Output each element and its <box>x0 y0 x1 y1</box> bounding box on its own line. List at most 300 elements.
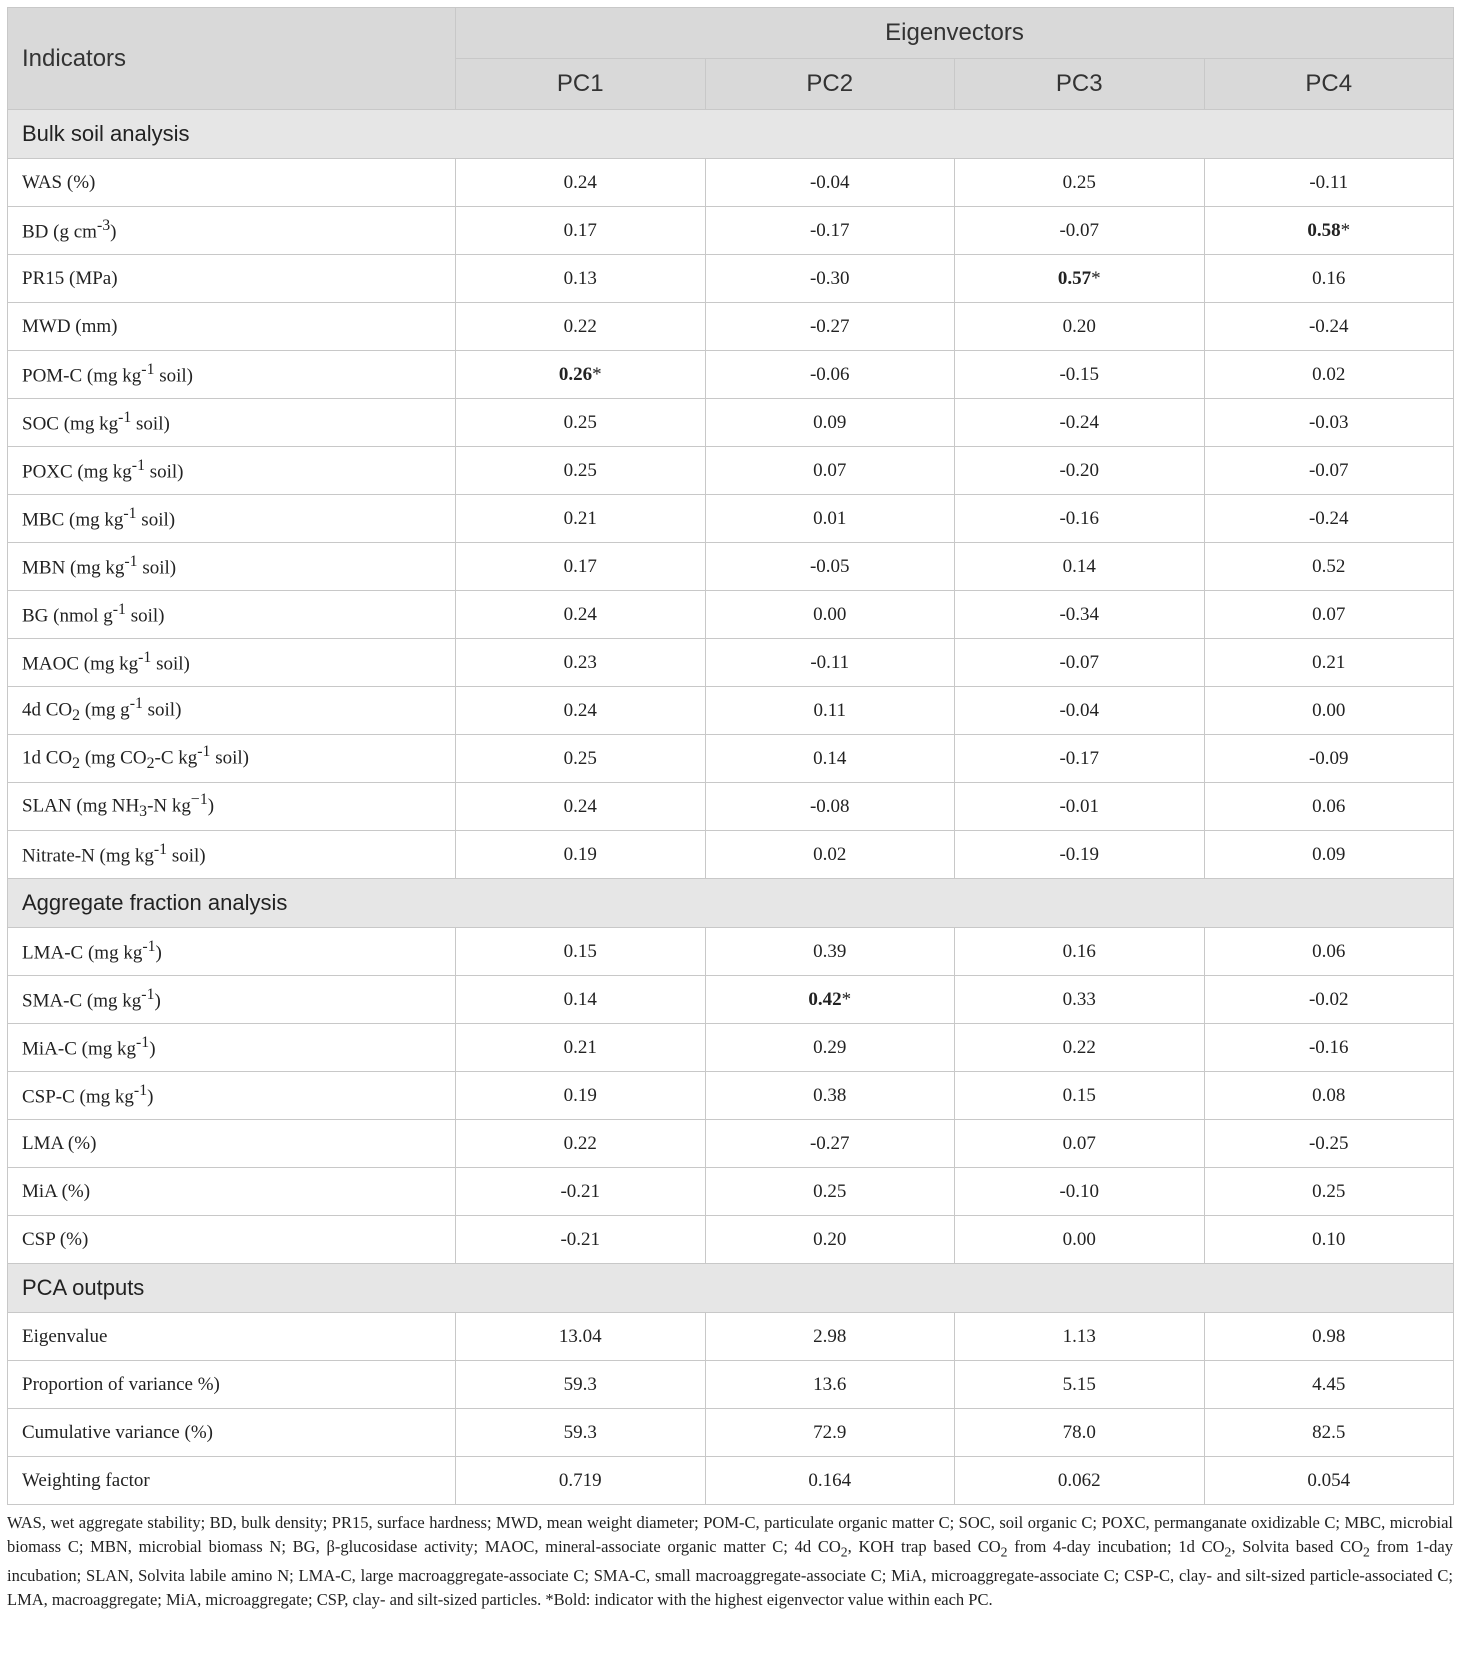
table-row <box>8 1409 1454 1457</box>
indicator-label-part: BG (nmol g <box>22 605 113 627</box>
indicator-label <box>8 1361 456 1409</box>
indicator-label-part: LMA (%) <box>22 1132 97 1154</box>
pc3-value <box>955 1361 1205 1409</box>
indicator-label <box>8 255 456 303</box>
indicator-label-part: soil) <box>136 509 176 531</box>
eigenvector-value: 0.719 <box>558 1469 602 1491</box>
eigenvector-value: 0.15 <box>563 940 597 962</box>
footnote-subscript: 2 <box>1363 1544 1370 1560</box>
eigenvector-value: 0.17 <box>563 555 597 577</box>
eigenvector-value: -0.01 <box>1059 795 1100 817</box>
eigenvector-value: 0.16 <box>1062 940 1096 962</box>
pc2-value <box>705 1361 955 1409</box>
indicator-label <box>8 303 456 351</box>
eigenvector-value: 0.00 <box>1062 1228 1096 1250</box>
pc1-value <box>456 543 706 591</box>
indicator-label-part: 2 <box>72 755 81 773</box>
pc2-value <box>705 928 955 976</box>
indicator-label <box>8 1313 456 1361</box>
indicator-label <box>8 447 456 495</box>
pc4-value <box>1204 831 1454 879</box>
indicator-label-part: MiA (%) <box>22 1180 91 1202</box>
pc4-value <box>1204 1120 1454 1168</box>
pc2-value <box>705 447 955 495</box>
eigenvector-value: -0.07 <box>1059 219 1100 241</box>
eigenvector-value: 0.58 <box>1307 219 1341 241</box>
indicator-label-part: MBN (mg kg <box>22 557 125 579</box>
pc3-value <box>955 735 1205 783</box>
eigenvector-value: -0.08 <box>809 795 850 817</box>
pc3-value <box>955 351 1205 399</box>
pc3-value <box>955 543 1205 591</box>
indicator-label-part: 4d CO <box>22 699 73 721</box>
highest-marker: * <box>1340 219 1351 241</box>
pc1-value <box>456 1216 706 1264</box>
pc3-header: PC3 <box>955 59 1205 110</box>
eigenvector-value: -0.30 <box>809 267 850 289</box>
pc4-header: PC4 <box>1204 59 1454 110</box>
pc3-value <box>955 303 1205 351</box>
pc4-value <box>1204 543 1454 591</box>
pc1-value <box>456 1361 706 1409</box>
eigenvector-value: -0.24 <box>1308 315 1349 337</box>
eigenvector-value: 0.23 <box>563 651 597 673</box>
pc2-value <box>705 543 955 591</box>
pc3-value <box>955 399 1205 447</box>
indicator-label <box>8 1216 456 1264</box>
table-row <box>8 976 1454 1024</box>
indicator-label-part: Nitrate-N (mg kg <box>22 845 154 867</box>
pc4-value <box>1204 928 1454 976</box>
indicator-label-part: SMA-C (mg kg <box>22 990 142 1012</box>
eigenvectors-header: Eigenvectors <box>456 8 1454 59</box>
pc2-value <box>705 1409 955 1457</box>
pc3-value <box>955 1216 1205 1264</box>
pc4-value <box>1204 351 1454 399</box>
table-row <box>8 1168 1454 1216</box>
indicator-label-part: soil) <box>210 747 249 769</box>
eigenvector-value: 1.13 <box>1062 1325 1096 1347</box>
pc3-value <box>955 639 1205 687</box>
eigenvector-value: 0.07 <box>1312 603 1346 625</box>
eigenvector-value: 0.22 <box>563 1132 597 1154</box>
eigenvector-value: 0.20 <box>813 1228 847 1250</box>
eigenvector-value: 0.10 <box>1312 1228 1346 1250</box>
pc2-value <box>705 831 955 879</box>
eigenvector-value: 0.07 <box>813 459 847 481</box>
indicator-label-part: -1 <box>123 505 137 523</box>
pc4-value <box>1204 207 1454 255</box>
pc2-value <box>705 1120 955 1168</box>
eigenvector-value: 0.24 <box>563 171 597 193</box>
indicator-label-part: -1 <box>129 695 143 713</box>
footnote-text: , KOH trap based CO <box>847 1537 1001 1556</box>
pc4-value <box>1204 399 1454 447</box>
pc2-value <box>705 976 955 1024</box>
pc2-value <box>705 207 955 255</box>
indicator-label-part: soil) <box>142 699 182 721</box>
indicator-label-part: MAOC (mg kg <box>22 653 139 675</box>
indicator-label-part: CSP (%) <box>22 1228 89 1250</box>
eigenvector-value: 0.24 <box>563 699 597 721</box>
eigenvector-value: -0.25 <box>1308 1132 1349 1154</box>
section-title: Bulk soil analysis <box>8 110 1454 159</box>
indicator-label-part: Eigenvalue <box>22 1325 108 1347</box>
pc1-value <box>456 351 706 399</box>
indicator-label-part: ) <box>147 1086 154 1108</box>
eigenvector-value: 0.06 <box>1312 795 1346 817</box>
pc2-value <box>705 687 955 735</box>
eigenvector-value: -0.20 <box>1059 459 1100 481</box>
pc1-value <box>456 255 706 303</box>
pc1-value <box>456 1409 706 1457</box>
table-row <box>8 207 1454 255</box>
pc4-value <box>1204 447 1454 495</box>
eigenvector-value: 0.38 <box>813 1084 847 1106</box>
indicator-label <box>8 207 456 255</box>
pc3-value <box>955 1313 1205 1361</box>
pc3-value <box>955 687 1205 735</box>
eigenvector-value: 0.25 <box>563 459 597 481</box>
indicator-label <box>8 495 456 543</box>
pc3-value <box>955 495 1205 543</box>
pc1-value <box>456 735 706 783</box>
indicator-label <box>8 591 456 639</box>
pc1-value <box>456 687 706 735</box>
eigenvector-value: 0.21 <box>1312 651 1346 673</box>
table-row <box>8 495 1454 543</box>
footnote-text: from 1-day incubation; SLAN, Solvita labile amino N; LMA-C, large macroaggregate-associate C; SMA-C, small macroaggregate-associate C; MiA, microaggregate-associate C; CSP-C, clay- and silt-sized particle-associated C; LMA, macroaggregate; MiA, microaggregate; CSP, clay- and silt-sized particles. *Bold: indicator with the highest eigenvector value within each PC. <box>7 1537 1454 1610</box>
indicator-label-part: -1 <box>118 409 132 427</box>
indicator-label-part: SOC (mg kg <box>22 413 119 435</box>
eigenvector-value: 0.07 <box>1062 1132 1096 1154</box>
indicator-label <box>8 687 456 735</box>
pc1-value <box>456 831 706 879</box>
eigenvector-value: 82.5 <box>1312 1421 1346 1443</box>
pc1-value <box>456 639 706 687</box>
eigenvector-value: -0.11 <box>1309 171 1349 193</box>
indicator-label-part: Proportion of variance %) <box>22 1373 220 1395</box>
pc4-value <box>1204 1168 1454 1216</box>
eigenvector-value: 0.13 <box>563 267 597 289</box>
eigenvector-value: 13.6 <box>813 1373 847 1395</box>
indicator-label-part: -3 <box>96 217 111 235</box>
pc1-value <box>456 399 706 447</box>
indicator-label-part: -1 <box>153 841 168 859</box>
eigenvector-value: 0.09 <box>813 411 847 433</box>
table-row <box>8 303 1454 351</box>
eigenvector-value: 0.21 <box>563 1036 597 1058</box>
pc3-value <box>955 1024 1205 1072</box>
pc1-value <box>456 447 706 495</box>
eigenvector-value: -0.15 <box>1059 363 1100 385</box>
indicator-label-part: -C kg <box>154 747 198 769</box>
eigenvector-value: -0.19 <box>1059 843 1100 865</box>
table-row <box>8 255 1454 303</box>
eigenvector-value: 0.25 <box>1062 171 1096 193</box>
eigenvector-value: 0.14 <box>563 988 597 1010</box>
pc2-value <box>705 255 955 303</box>
section-row <box>8 879 1454 928</box>
section-title: PCA outputs <box>8 1264 1454 1313</box>
pc1-value <box>456 1313 706 1361</box>
eigenvector-value: 0.25 <box>563 747 597 769</box>
eigenvector-value: 0.19 <box>563 1084 597 1106</box>
indicator-label-part: -1 <box>141 986 155 1004</box>
footnote-subscript: 2 <box>840 1544 848 1560</box>
pc4-value <box>1204 495 1454 543</box>
pc4-value <box>1204 976 1454 1024</box>
highest-marker: * <box>1091 267 1101 289</box>
pc1-value <box>456 591 706 639</box>
indicator-label-part: BD (g cm <box>22 221 97 243</box>
footnote-subscript: 2 <box>1224 1544 1232 1560</box>
eigenvector-value: 0.26 <box>558 363 593 385</box>
eigenvector-value: 0.164 <box>808 1469 852 1491</box>
pc3-value <box>955 1072 1205 1120</box>
pc3-value <box>955 928 1205 976</box>
indicator-label-part: -1 <box>124 553 138 571</box>
eigenvector-value: -0.34 <box>1059 603 1100 625</box>
eigenvector-value: 0.19 <box>563 843 597 865</box>
indicator-label-part: ) <box>154 990 161 1012</box>
table-row <box>8 1072 1454 1120</box>
eigenvector-value: 5.15 <box>1062 1373 1096 1395</box>
indicator-label <box>8 399 456 447</box>
eigenvector-value: -0.10 <box>1059 1180 1100 1202</box>
indicator-label-part: (mg CO <box>80 747 147 769</box>
eigenvector-value: 0.16 <box>1312 267 1346 289</box>
indicator-label <box>8 1024 456 1072</box>
indicator-label-part: -N kg <box>147 795 191 817</box>
indicator-label-part: -1 <box>136 1034 150 1052</box>
eigenvector-value: -0.05 <box>809 555 850 577</box>
indicator-label-part: MBC (mg kg <box>22 509 124 531</box>
pc4-value <box>1204 255 1454 303</box>
pc4-value <box>1204 1409 1454 1457</box>
table-footnote <box>7 1511 1453 1612</box>
pc1-value <box>456 976 706 1024</box>
indicator-label-part: PR15 (MPa) <box>22 267 118 289</box>
indicator-label <box>8 976 456 1024</box>
eigenvector-value: 0.00 <box>1312 699 1346 721</box>
indicator-label-part: POXC (mg kg <box>22 461 132 483</box>
eigenvector-value: 0.52 <box>1312 555 1346 577</box>
section-title: Aggregate fraction analysis <box>8 879 1454 928</box>
pc3-value <box>955 1409 1205 1457</box>
eigenvector-value: -0.11 <box>810 651 850 673</box>
indicator-label <box>8 1168 456 1216</box>
footnote-text: WAS, wet aggregate stability; BD, bulk density; PR15, surface hardness; MWD, mean weight diameter; POM-C, particulate organic matter C; SOC, soil organic C; POXC, permanganate oxidizable C; MBC, microbial biomass C; MBN, microbial biomass N; BG, β-glucosidase activity; MAOC, mineral-associate organic matter C; 4d CO <box>7 1513 1453 1556</box>
eigenvector-value: -0.24 <box>1059 411 1100 433</box>
footnote-subscript: 2 <box>1000 1544 1008 1560</box>
indicator-label-part: soil) <box>167 845 206 867</box>
eigenvector-value: 0.01 <box>813 507 847 529</box>
pc3-value <box>955 207 1205 255</box>
pc4-value <box>1204 1216 1454 1264</box>
pc2-header: PC2 <box>705 59 955 110</box>
pc1-value <box>456 1024 706 1072</box>
eigenvector-value: 0.42 <box>808 988 842 1010</box>
eigenvector-value: 13.04 <box>558 1325 602 1347</box>
indicator-label-part: soil) <box>137 557 177 579</box>
pc3-value <box>955 783 1205 831</box>
eigenvector-value: 2.98 <box>813 1325 847 1347</box>
eigenvector-value: 0.25 <box>1312 1180 1346 1202</box>
eigenvector-value: 0.57 <box>1057 267 1092 289</box>
indicator-label <box>8 735 456 783</box>
eigenvector-value: 59.3 <box>563 1373 597 1395</box>
table-row <box>8 831 1454 879</box>
pc3-value <box>955 1120 1205 1168</box>
indicator-label-part: (mg g <box>80 699 130 721</box>
footnote-text: from 4-day incubation; 1d CO <box>1007 1537 1225 1556</box>
pc2-value <box>705 1216 955 1264</box>
indicator-label-part: -1 <box>131 457 145 475</box>
pc2-value <box>705 1457 955 1505</box>
eigenvector-value: -0.03 <box>1308 411 1349 433</box>
indicator-label <box>8 1120 456 1168</box>
table-row <box>8 543 1454 591</box>
eigenvector-value: 0.08 <box>1312 1084 1346 1106</box>
indicator-label-part: POM-C (mg kg <box>22 365 142 387</box>
eigenvector-value: 0.24 <box>563 603 597 625</box>
indicator-label-part: MiA-C (mg kg <box>22 1038 136 1060</box>
indicator-label-part: SLAN (mg NH <box>22 795 140 817</box>
table-row <box>8 928 1454 976</box>
table-body <box>8 110 1454 1505</box>
eigenvector-value: 72.9 <box>813 1421 847 1443</box>
eigenvector-value: 0.24 <box>563 795 597 817</box>
eigenvector-value: -0.24 <box>1308 507 1349 529</box>
pc4-value <box>1204 591 1454 639</box>
eigenvector-value: 0.06 <box>1312 940 1346 962</box>
eigenvector-value: 0.02 <box>813 843 847 865</box>
eigenvector-value: 78.0 <box>1062 1421 1096 1443</box>
pc2-value <box>705 495 955 543</box>
pc4-value <box>1204 303 1454 351</box>
pc2-value <box>705 783 955 831</box>
table-row <box>8 1361 1454 1409</box>
indicator-label <box>8 1409 456 1457</box>
indicator-label-part: Weighting factor <box>22 1469 150 1491</box>
highest-marker: * <box>592 363 602 385</box>
eigenvector-value: -0.02 <box>1308 988 1349 1010</box>
pc4-value <box>1204 783 1454 831</box>
eigenvector-value: 0.054 <box>1307 1469 1351 1491</box>
eigenvector-value: 0.14 <box>813 747 847 769</box>
section-row <box>8 110 1454 159</box>
eigenvector-table <box>7 7 1454 1505</box>
pc3-value <box>955 447 1205 495</box>
eigenvector-value: 0.25 <box>563 411 597 433</box>
indicator-label-part: 1d CO <box>22 747 73 769</box>
indicator-label-part: CSP-C (mg kg <box>22 1086 134 1108</box>
table-row <box>8 1024 1454 1072</box>
indicator-label-part: -1 <box>138 649 152 667</box>
eigenvector-value: -0.27 <box>809 1132 850 1154</box>
pc2-value <box>705 591 955 639</box>
eigenvector-value: 0.14 <box>1062 555 1096 577</box>
table-row <box>8 687 1454 735</box>
pc3-value <box>955 831 1205 879</box>
pc4-value <box>1204 1072 1454 1120</box>
indicator-label-part: -1 <box>133 1082 148 1100</box>
eigenvector-value: 0.17 <box>563 219 597 241</box>
table-row <box>8 1457 1454 1505</box>
indicator-label <box>8 783 456 831</box>
eigenvector-value: 0.02 <box>1312 363 1346 385</box>
indicator-label <box>8 639 456 687</box>
eigenvector-value: 0.20 <box>1062 315 1096 337</box>
table-row <box>8 639 1454 687</box>
pc3-value <box>955 1168 1205 1216</box>
indicator-label-part: Cumulative variance (%) <box>22 1421 213 1443</box>
indicator-label-part: soil) <box>131 413 170 435</box>
table-row <box>8 591 1454 639</box>
eigenvector-value: 0.062 <box>1057 1469 1101 1491</box>
pc3-value <box>955 159 1205 207</box>
table-row <box>8 783 1454 831</box>
pc2-value <box>705 735 955 783</box>
eigenvector-value: -0.07 <box>1059 651 1100 673</box>
pc1-header: PC1 <box>456 59 706 110</box>
pc2-value <box>705 1313 955 1361</box>
eigenvector-value: -0.07 <box>1308 459 1349 481</box>
eigenvector-value: 0.11 <box>813 699 847 721</box>
pc2-value <box>705 1072 955 1120</box>
eigenvector-value: -0.17 <box>1059 747 1100 769</box>
eigenvector-value: 0.21 <box>563 507 597 529</box>
pc4-value <box>1204 1024 1454 1072</box>
footnote-text: , Solvita based CO <box>1231 1537 1363 1556</box>
pc3-value <box>955 255 1205 303</box>
eigenvector-value: -0.16 <box>1308 1036 1349 1058</box>
eigenvector-value: -0.09 <box>1308 747 1349 769</box>
table-row <box>8 1120 1454 1168</box>
indicator-label-part: 3 <box>139 803 148 821</box>
pc4-value <box>1204 159 1454 207</box>
pc2-value <box>705 303 955 351</box>
pc1-value <box>456 1072 706 1120</box>
pc4-value <box>1204 687 1454 735</box>
pc1-value <box>456 1168 706 1216</box>
pc2-value <box>705 1024 955 1072</box>
pc4-value <box>1204 1361 1454 1409</box>
indicator-label <box>8 1457 456 1505</box>
indicator-label-part: ) <box>149 1038 156 1060</box>
pc2-value <box>705 159 955 207</box>
pc1-value <box>456 207 706 255</box>
indicator-label-part: ) <box>207 795 215 817</box>
indicator-label-part: ) <box>155 942 162 964</box>
indicator-label-part: 2 <box>72 707 81 725</box>
indicator-label-part: LMA-C (mg kg <box>22 942 143 964</box>
indicators-header: Indicators <box>8 8 456 110</box>
pc1-value <box>456 928 706 976</box>
pc2-value <box>705 351 955 399</box>
eigenvector-value: 0.98 <box>1312 1325 1346 1347</box>
eigenvector-value: -0.16 <box>1059 507 1100 529</box>
eigenvector-value: -0.27 <box>809 315 850 337</box>
eigenvector-value: 4.45 <box>1312 1373 1346 1395</box>
eigenvector-value: -0.06 <box>809 363 850 385</box>
indicator-label-part: -1 <box>197 743 211 761</box>
eigenvector-value: -0.04 <box>809 171 850 193</box>
table-row <box>8 399 1454 447</box>
pc3-value <box>955 1457 1205 1505</box>
table-row <box>8 159 1454 207</box>
